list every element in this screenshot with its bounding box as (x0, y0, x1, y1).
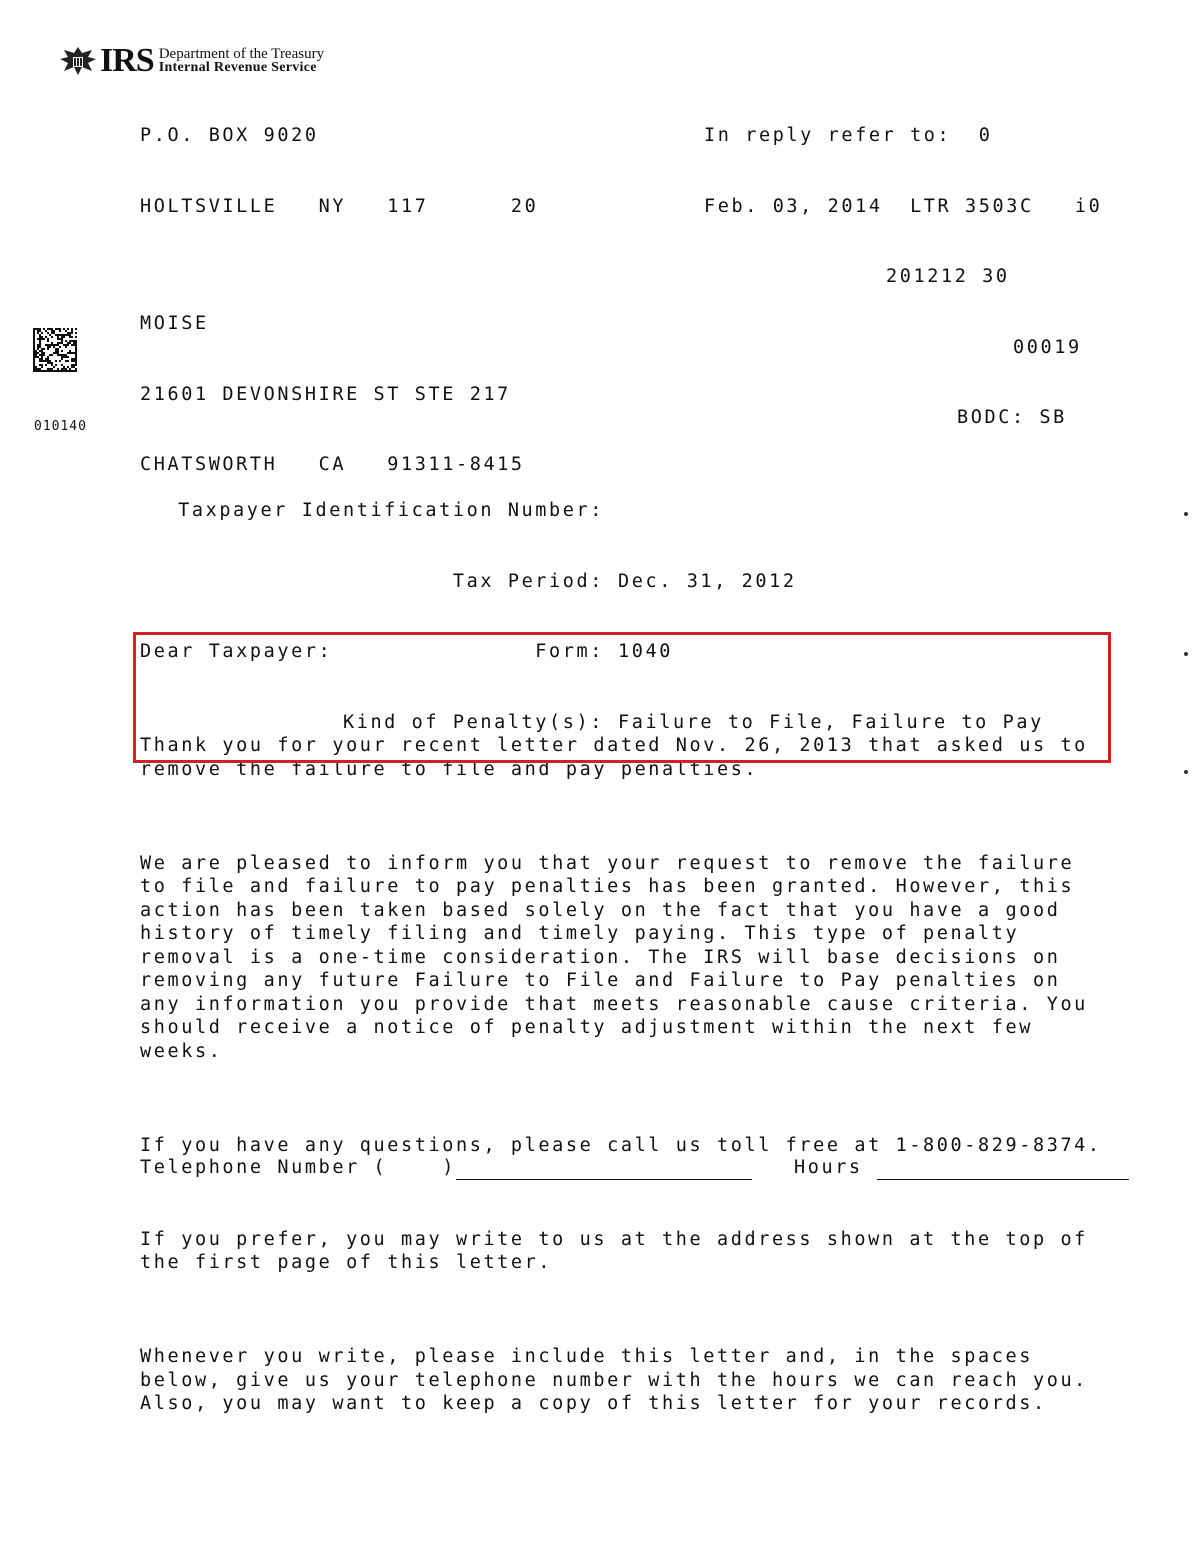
salutation: Dear Taxpayer: (140, 641, 333, 662)
sender-line: P.O. BOX 9020 (140, 125, 319, 146)
refer-label: In reply refer to: 0 (704, 125, 993, 146)
reference-label: Tax Period: (452, 570, 604, 592)
paragraph: If you have any questions, please call us toll free at 1-800-829-8374. (140, 1134, 1102, 1156)
paragraph: If you prefer, you may write to us at the address shown at the top of the first page of this letter. (140, 1228, 1088, 1273)
recipient-line: MOISE (140, 313, 209, 334)
margin-dot (1184, 770, 1188, 774)
reference-value: 1040 (618, 641, 673, 662)
reference-value: Dec. 31, 2012 (618, 570, 797, 592)
reference-label: Kind of Penalty(s): (342, 711, 604, 733)
reference-code: 201212 30 (886, 266, 1010, 287)
hours-field[interactable] (877, 1159, 1129, 1180)
bodc-code: BODC: SB (957, 407, 1067, 428)
reference-label: Taxpayer Identification Number: (178, 500, 604, 521)
document-id: 010140 (34, 419, 87, 434)
margin-dot (1184, 652, 1188, 656)
reference-row (168, 499, 1044, 523)
response-fields (140, 1156, 1129, 1180)
reply-reference (704, 77, 1102, 453)
reference-row (168, 570, 1044, 594)
eagle-icon (58, 45, 98, 77)
margin-dot (1184, 512, 1188, 516)
reference-value (604, 499, 618, 523)
reference-code: 00019 (1013, 336, 1082, 358)
recipient-line: 21601 DEVONSHIRE ST STE 217 (140, 383, 511, 405)
phone-number-field[interactable] (456, 1159, 752, 1180)
phone-label: Telephone Number ( ) (140, 1157, 456, 1178)
recipient-line: CHATSWORTH CA 91311-8415 (140, 454, 525, 475)
letter-date: Feb. 03, 2014 LTR 3503C i0 (704, 195, 1103, 217)
paragraph: Whenever you write, please include this letter and, in the spaces below, give us your telephone number with the hours we can reach you. Also, you may want to keep a copy of this letter for your records. (140, 1346, 1088, 1414)
dept-line2: Internal Revenue Service (158, 60, 317, 75)
dept-line1: Department of the Treasury (158, 46, 325, 62)
irs-wordmark: IRS (100, 42, 154, 79)
hours-label: Hours (793, 1157, 863, 1178)
paragraph: Thank you for your recent letter dated Nov. 26, 2013 that asked us to remove the failure to file and pay penalties. (140, 735, 1088, 780)
highlight-box (133, 632, 1111, 763)
reference-value: Failure to File, Failure to Pay (618, 711, 1044, 733)
sender-address (140, 77, 538, 242)
department-name (159, 47, 324, 75)
barcode-icon (33, 328, 77, 372)
reference-label: Form: (535, 641, 604, 662)
irs-logo (58, 44, 324, 78)
sender-line: HOLTSVILLE NY 117 20 (140, 195, 539, 217)
paragraph: We are pleased to inform you that your request to remove the failure to file and failure to pay penalties has been granted. However, this action has been taken based solely on the fact that you have a good history of timely filing and timely paying. This type of penalty removal is a one-time consideration. The IRS will base decisions on removing any future Failure to File and Failure to Pay penalties on any information you provide that meets reasonable cause criteria. You should receive a notice of penalty adjustment within the next few weeks. (140, 852, 1088, 1062)
